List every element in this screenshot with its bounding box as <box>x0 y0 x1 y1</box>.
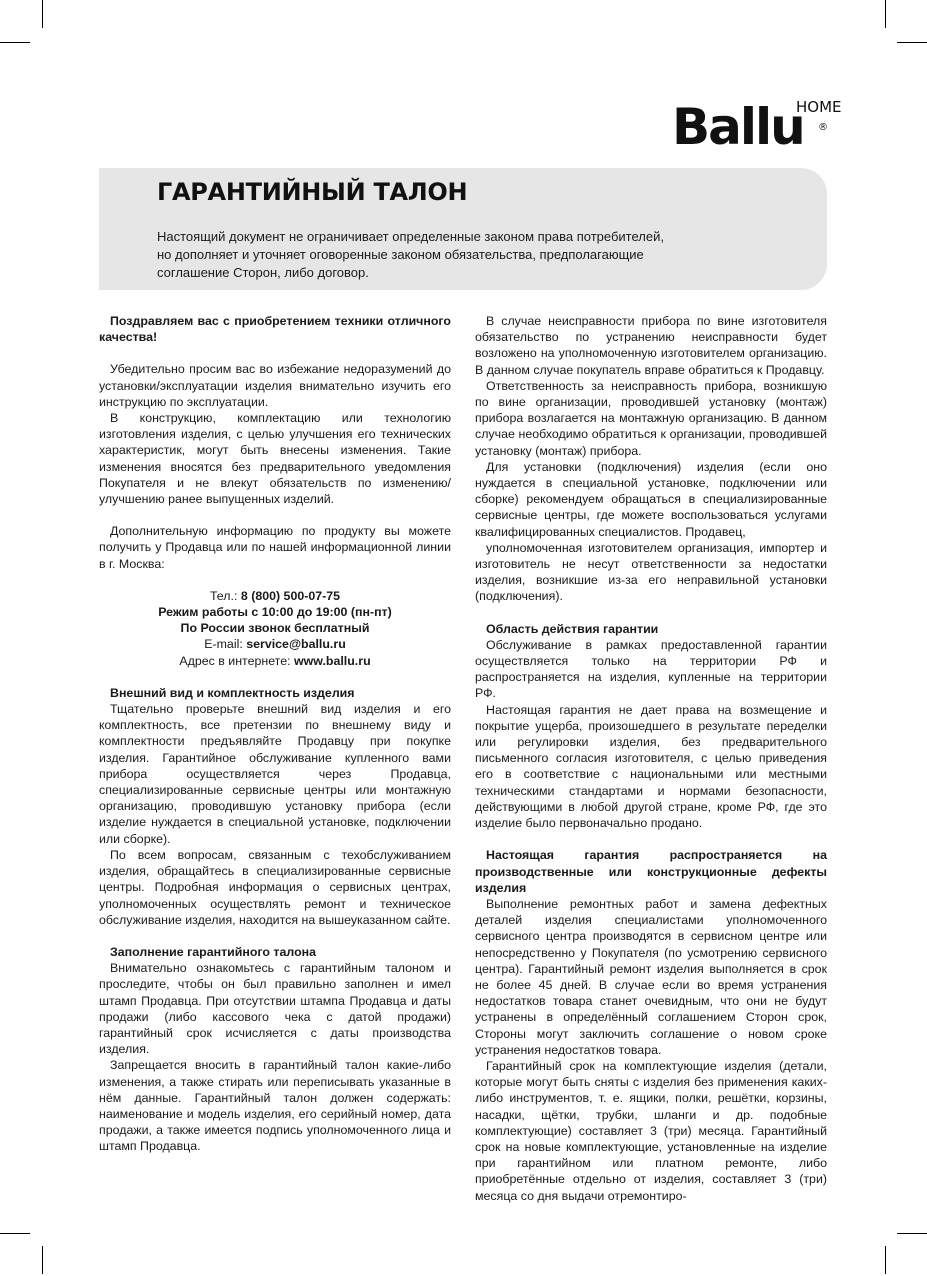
contacts-block <box>99 588 451 669</box>
crop-mark <box>42 0 43 28</box>
crop-mark <box>885 0 886 28</box>
paragraph: В случае неисправности прибора по вине изготовителя обязательство по устранению неисправности будет возложено на уполномоченную изготовителем организацию. В данном случае покупатель вправе обратиться к Продавцу. <box>475 314 827 377</box>
phone-label: Тел.: <box>209 588 241 603</box>
brand-logo <box>672 98 842 158</box>
website-line <box>99 653 451 669</box>
website-label: Адрес в интернете: <box>179 653 294 668</box>
paragraph: Настоящая гарантия не дает права на возмещение и покрытие ущерба, произошедшего в результате переделки или регулировки изделия, без предварительного письменного согласия изготовителя, с целью приведения его в соответствие с национальными или местными техническими стандартами и нормами безопасности, действующими в любой другой стране, кроме РФ, где это изделие было первоначально продано. <box>475 702 827 831</box>
paragraph: Обслуживание в рамках предоставленной гарантии осуществляется только на территории РФ и распространяется на изделия, купленные на территории РФ. <box>475 637 827 701</box>
phone-line <box>99 588 451 604</box>
header-band <box>99 168 827 290</box>
website-link[interactable]: www.ballu.ru <box>294 653 371 668</box>
paragraph: Ответственность за неисправность прибора, возникшую по вине организации, проводившей установку (монтаж) прибора возлагается на монтажную организацию. В данном случае необходимо обратиться к организации, проводившей установку (монтаж) прибора. <box>475 378 827 458</box>
crop-mark <box>885 1246 886 1274</box>
crop-mark <box>0 1233 30 1234</box>
intro-line: соглашение Сторон, либо договор. <box>157 265 369 280</box>
paragraph: Дополнительную информацию по продукту вы можете получить у Продавца или по нашей информационной линии в г. Москва: <box>99 524 451 571</box>
phone-number: 8 (800) 500-07-75 <box>240 588 341 603</box>
crop-mark <box>897 42 927 43</box>
paragraph: Внимательно ознакомьтесь с гарантийным талоном и проследите, чтобы он был правильно заполнен и имел штамп Продавца. При отсутствии штампа Продавца и даты продажи (либо кассового чека с датой продажи) гарантийный срок исчисляется с даты производства изделия. <box>99 961 451 1057</box>
intro-line: но дополняет и уточняет оговоренные законом обязательства, предполагающие <box>157 247 644 262</box>
section-heading: Область действия гарантии <box>486 621 659 636</box>
paragraph: В конструкцию, комплектацию или технологию изготовления изделия, с целью улучшения его технических характеристик, могут быть внесены изменения. Такие изменения вносятся без предварительного уведомления Покупателя и не влекут обязательств по изменению/улучшению ранее выпущенных изделий. <box>99 411 451 507</box>
congrats-heading: Поздравляем вас с приобретением техники отличного качества! <box>99 314 451 345</box>
paragraph: Тщательно проверьте внешний вид изделия и его комплектность, все претензии по внешнему виду и комплектности предъявляйте Продавцу при покупке изделия. Гарантийное обслуживание купленного вами прибора осуществляется через Продавца, специализированные сервисные центры или монтажную организацию, проводившую установку прибора (если изделие нуждается в специальной установке, подключении или сборке). <box>99 702 451 846</box>
left-column <box>99 313 451 1155</box>
section-heading: Настоящая гарантия распространяется на производственные или конструкционные дефекты изделия <box>475 848 827 895</box>
paragraph: Выполнение ремонтных работ и замена дефектных деталей изделия специалистами уполномоченного сервисного центра производятся в сервисном центре или непосредственно у Покупателя (по усмотрению сервисного центра). Гарантийный ремонт изделия выполняется в срок не более 45 дней. В случае если во время устранения недостатков товара станет очевидным, что они не будут устранены в определённый соглашением Сторон срок, Стороны могут заключить соглашение о новом сроке устранения недостатков товара. <box>475 896 827 1057</box>
crop-mark <box>0 42 30 43</box>
paragraph: Убедительно просим вас во избежание недоразумений до установки/эксплуатации изделия внимательно изучить его инструкцию по эксплуатации. <box>99 362 451 409</box>
logo-home-label: HOME <box>796 98 842 116</box>
registered-mark: ® <box>818 122 828 133</box>
email-label: E-mail: <box>204 637 247 652</box>
email-link[interactable]: service@ballu.ru <box>246 637 346 652</box>
section-heading: Внешний вид и комплектность изделия <box>110 685 355 700</box>
working-hours: Режим работы с 10:00 до 19:00 (пн-пт) <box>158 605 392 620</box>
free-call-note: По России звонок бесплатный <box>180 621 370 636</box>
paragraph: По всем вопросам, связанным с техобслуживанием изделия, обращайтесь в специализированные сервисные центры. Подробная информация о сервисных центрах, уполномоченных осуществлять ремонт и техническое обслуживание изделия, находится на вышеуказанном сайте. <box>99 847 451 927</box>
paragraph: Запрещается вносить в гарантийный талон какие-либо изменения, а также стирать или переписывать указанные в нём данные. Гарантийный талон должен содержать: наименование и модель изделия, его серийный номер, дата продажи, а также имеется подпись уполномоченного лица и штамп Продавца. <box>99 1058 451 1154</box>
email-line <box>99 636 451 652</box>
crop-mark <box>897 1233 927 1234</box>
right-column <box>475 313 827 1204</box>
paragraph: уполномоченная изготовителем организация, импортер и изготовитель не несут ответственности за недостатки изделия, возникшие из-за его неправильной установки (подключения). <box>475 540 827 604</box>
crop-mark <box>42 1246 43 1274</box>
intro-line: Настоящий документ не ограничивает определенные законом права потребителей, <box>157 229 664 244</box>
intro-text <box>157 228 717 282</box>
section-heading: Заполнение гарантийного талона <box>110 944 317 959</box>
page-title: ГАРАНТИЙНЫЙ ТАЛОН <box>157 178 468 206</box>
logo-wordmark: Ballu <box>672 98 804 156</box>
paragraph: Гарантийный срок на комплектующие изделия (детали, которые могут быть сняты с изделия без применения каких-либо инструментов, т. е. ящики, полки, решётки, корзины, насадки, щётки, трубки, шланги и др. подобные комплектующие) составляет 3 (три) месяца. Гарантийный срок на новые комплектующие, установленные на изделие при гарантийном или платном ремонте, либо приобретённые отдельно от изделия, составляет 3 (три) месяца со дня выдачи отремонтиро- <box>475 1058 827 1203</box>
paragraph: Для установки (подключения) изделия (если оно нуждается в специальной установке, подключении или сборке) рекомендуем обращаться в специализированные сервисные центры, где можете воспользоваться услугами квалифицированных специалистов. Продавец, <box>475 459 827 539</box>
